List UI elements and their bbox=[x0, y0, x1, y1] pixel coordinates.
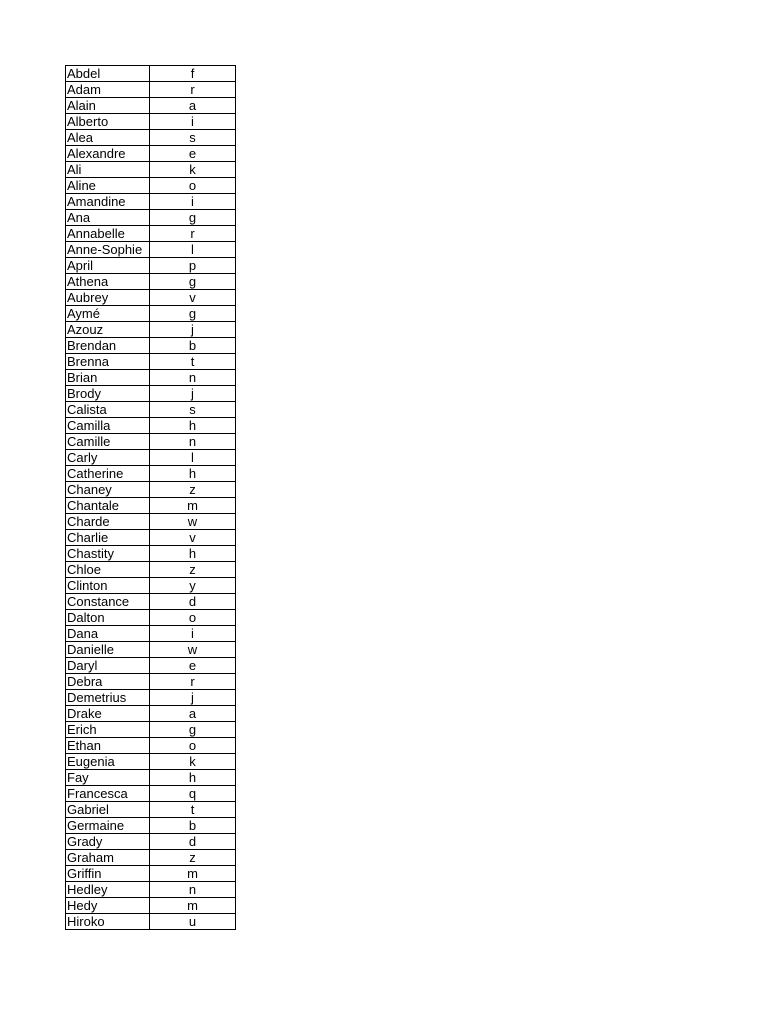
table-row bbox=[66, 386, 236, 402]
letter-cell: p bbox=[150, 258, 236, 274]
table-row bbox=[66, 738, 236, 754]
name-cell: Athena bbox=[66, 274, 150, 290]
letter-cell: h bbox=[150, 466, 236, 482]
letter-cell: o bbox=[150, 610, 236, 626]
letter-cell: m bbox=[150, 866, 236, 882]
name-cell: Graham bbox=[66, 850, 150, 866]
name-cell: Alain bbox=[66, 98, 150, 114]
table-row bbox=[66, 866, 236, 882]
table-row bbox=[66, 802, 236, 818]
table-row bbox=[66, 418, 236, 434]
table-row bbox=[66, 786, 236, 802]
letter-cell: u bbox=[150, 914, 236, 930]
name-cell: Calista bbox=[66, 402, 150, 418]
table-row bbox=[66, 258, 236, 274]
table-row bbox=[66, 674, 236, 690]
table-row bbox=[66, 610, 236, 626]
name-cell: April bbox=[66, 258, 150, 274]
name-cell: Germaine bbox=[66, 818, 150, 834]
name-cell: Hedy bbox=[66, 898, 150, 914]
name-cell: Camilla bbox=[66, 418, 150, 434]
letter-cell: n bbox=[150, 370, 236, 386]
letter-cell: z bbox=[150, 482, 236, 498]
name-cell: Charde bbox=[66, 514, 150, 530]
name-cell: Aline bbox=[66, 178, 150, 194]
letter-cell: a bbox=[150, 706, 236, 722]
table-row bbox=[66, 210, 236, 226]
name-cell: Abdel bbox=[66, 66, 150, 82]
name-cell: Alberto bbox=[66, 114, 150, 130]
name-cell: Chastity bbox=[66, 546, 150, 562]
table-row bbox=[66, 498, 236, 514]
name-cell: Clinton bbox=[66, 578, 150, 594]
letter-cell: s bbox=[150, 402, 236, 418]
table-row bbox=[66, 914, 236, 930]
table-row bbox=[66, 130, 236, 146]
name-cell: Eugenia bbox=[66, 754, 150, 770]
name-cell: Ana bbox=[66, 210, 150, 226]
table-row bbox=[66, 306, 236, 322]
letter-cell: w bbox=[150, 642, 236, 658]
letter-cell: s bbox=[150, 130, 236, 146]
table-row bbox=[66, 290, 236, 306]
name-cell: Anne-Sophie bbox=[66, 242, 150, 258]
letter-cell: d bbox=[150, 834, 236, 850]
table-row bbox=[66, 66, 236, 82]
letter-cell: q bbox=[150, 786, 236, 802]
name-cell: Alea bbox=[66, 130, 150, 146]
letter-cell: g bbox=[150, 722, 236, 738]
name-cell: Brendan bbox=[66, 338, 150, 354]
name-cell: Hiroko bbox=[66, 914, 150, 930]
name-cell: Erich bbox=[66, 722, 150, 738]
table-body bbox=[66, 66, 236, 930]
name-cell: Brody bbox=[66, 386, 150, 402]
table-row bbox=[66, 530, 236, 546]
name-cell: Aymé bbox=[66, 306, 150, 322]
letter-cell: h bbox=[150, 770, 236, 786]
letter-cell: g bbox=[150, 306, 236, 322]
letter-cell: v bbox=[150, 530, 236, 546]
name-cell: Dalton bbox=[66, 610, 150, 626]
table-row bbox=[66, 626, 236, 642]
name-cell: Chaney bbox=[66, 482, 150, 498]
name-cell: Debra bbox=[66, 674, 150, 690]
name-cell: Drake bbox=[66, 706, 150, 722]
letter-cell: n bbox=[150, 882, 236, 898]
letter-cell: j bbox=[150, 690, 236, 706]
table-row bbox=[66, 770, 236, 786]
table-row bbox=[66, 354, 236, 370]
table-row bbox=[66, 146, 236, 162]
table-row bbox=[66, 850, 236, 866]
name-cell: Fay bbox=[66, 770, 150, 786]
table-row bbox=[66, 466, 236, 482]
table-row bbox=[66, 370, 236, 386]
table-row bbox=[66, 882, 236, 898]
letter-cell: o bbox=[150, 738, 236, 754]
table-row bbox=[66, 98, 236, 114]
letter-cell: b bbox=[150, 338, 236, 354]
letter-cell: e bbox=[150, 658, 236, 674]
table-row bbox=[66, 338, 236, 354]
table-row bbox=[66, 658, 236, 674]
name-cell: Adam bbox=[66, 82, 150, 98]
letter-cell: o bbox=[150, 178, 236, 194]
letter-cell: z bbox=[150, 562, 236, 578]
letter-cell: t bbox=[150, 354, 236, 370]
name-cell: Ali bbox=[66, 162, 150, 178]
letter-cell: m bbox=[150, 898, 236, 914]
table-row bbox=[66, 242, 236, 258]
letter-cell: r bbox=[150, 226, 236, 242]
table-row bbox=[66, 194, 236, 210]
table-row bbox=[66, 578, 236, 594]
name-cell: Brenna bbox=[66, 354, 150, 370]
table-row bbox=[66, 482, 236, 498]
letter-cell: r bbox=[150, 82, 236, 98]
table-row bbox=[66, 450, 236, 466]
name-cell: Francesca bbox=[66, 786, 150, 802]
name-cell: Ethan bbox=[66, 738, 150, 754]
table-row bbox=[66, 722, 236, 738]
table-row bbox=[66, 546, 236, 562]
name-cell: Daryl bbox=[66, 658, 150, 674]
letter-cell: b bbox=[150, 818, 236, 834]
name-cell: Camille bbox=[66, 434, 150, 450]
name-cell: Dana bbox=[66, 626, 150, 642]
name-cell: Demetrius bbox=[66, 690, 150, 706]
table-row bbox=[66, 82, 236, 98]
table-row bbox=[66, 642, 236, 658]
letter-cell: i bbox=[150, 114, 236, 130]
table-row bbox=[66, 754, 236, 770]
name-letter-table bbox=[65, 65, 236, 930]
letter-cell: j bbox=[150, 322, 236, 338]
name-cell: Aubrey bbox=[66, 290, 150, 306]
name-cell: Annabelle bbox=[66, 226, 150, 242]
letter-cell: k bbox=[150, 754, 236, 770]
table-row bbox=[66, 178, 236, 194]
name-cell: Charlie bbox=[66, 530, 150, 546]
name-cell: Amandine bbox=[66, 194, 150, 210]
table-row bbox=[66, 402, 236, 418]
table-row bbox=[66, 434, 236, 450]
table-row bbox=[66, 834, 236, 850]
letter-cell: t bbox=[150, 802, 236, 818]
name-cell: Hedley bbox=[66, 882, 150, 898]
letter-cell: g bbox=[150, 274, 236, 290]
name-cell: Gabriel bbox=[66, 802, 150, 818]
letter-cell: e bbox=[150, 146, 236, 162]
name-cell: Azouz bbox=[66, 322, 150, 338]
name-cell: Catherine bbox=[66, 466, 150, 482]
letter-cell: n bbox=[150, 434, 236, 450]
letter-cell: l bbox=[150, 450, 236, 466]
letter-cell: f bbox=[150, 66, 236, 82]
letter-cell: l bbox=[150, 242, 236, 258]
table-row bbox=[66, 818, 236, 834]
table-row bbox=[66, 690, 236, 706]
letter-cell: v bbox=[150, 290, 236, 306]
letter-cell: g bbox=[150, 210, 236, 226]
letter-cell: i bbox=[150, 194, 236, 210]
letter-cell: z bbox=[150, 850, 236, 866]
letter-cell: a bbox=[150, 98, 236, 114]
table-row bbox=[66, 114, 236, 130]
letter-cell: r bbox=[150, 674, 236, 690]
table-row bbox=[66, 514, 236, 530]
table-row bbox=[66, 162, 236, 178]
table-row bbox=[66, 706, 236, 722]
table-row bbox=[66, 898, 236, 914]
letter-cell: d bbox=[150, 594, 236, 610]
table-row bbox=[66, 274, 236, 290]
name-cell: Griffin bbox=[66, 866, 150, 882]
letter-cell: y bbox=[150, 578, 236, 594]
letter-cell: w bbox=[150, 514, 236, 530]
table-row bbox=[66, 594, 236, 610]
name-cell: Danielle bbox=[66, 642, 150, 658]
name-cell: Grady bbox=[66, 834, 150, 850]
name-cell: Alexandre bbox=[66, 146, 150, 162]
name-cell: Chantale bbox=[66, 498, 150, 514]
name-cell: Chloe bbox=[66, 562, 150, 578]
letter-cell: k bbox=[150, 162, 236, 178]
name-cell: Constance bbox=[66, 594, 150, 610]
name-cell: Carly bbox=[66, 450, 150, 466]
letter-cell: j bbox=[150, 386, 236, 402]
name-cell: Brian bbox=[66, 370, 150, 386]
letter-cell: m bbox=[150, 498, 236, 514]
letter-cell: i bbox=[150, 626, 236, 642]
table-row bbox=[66, 226, 236, 242]
letter-cell: h bbox=[150, 418, 236, 434]
table-row bbox=[66, 562, 236, 578]
table-row bbox=[66, 322, 236, 338]
letter-cell: h bbox=[150, 546, 236, 562]
